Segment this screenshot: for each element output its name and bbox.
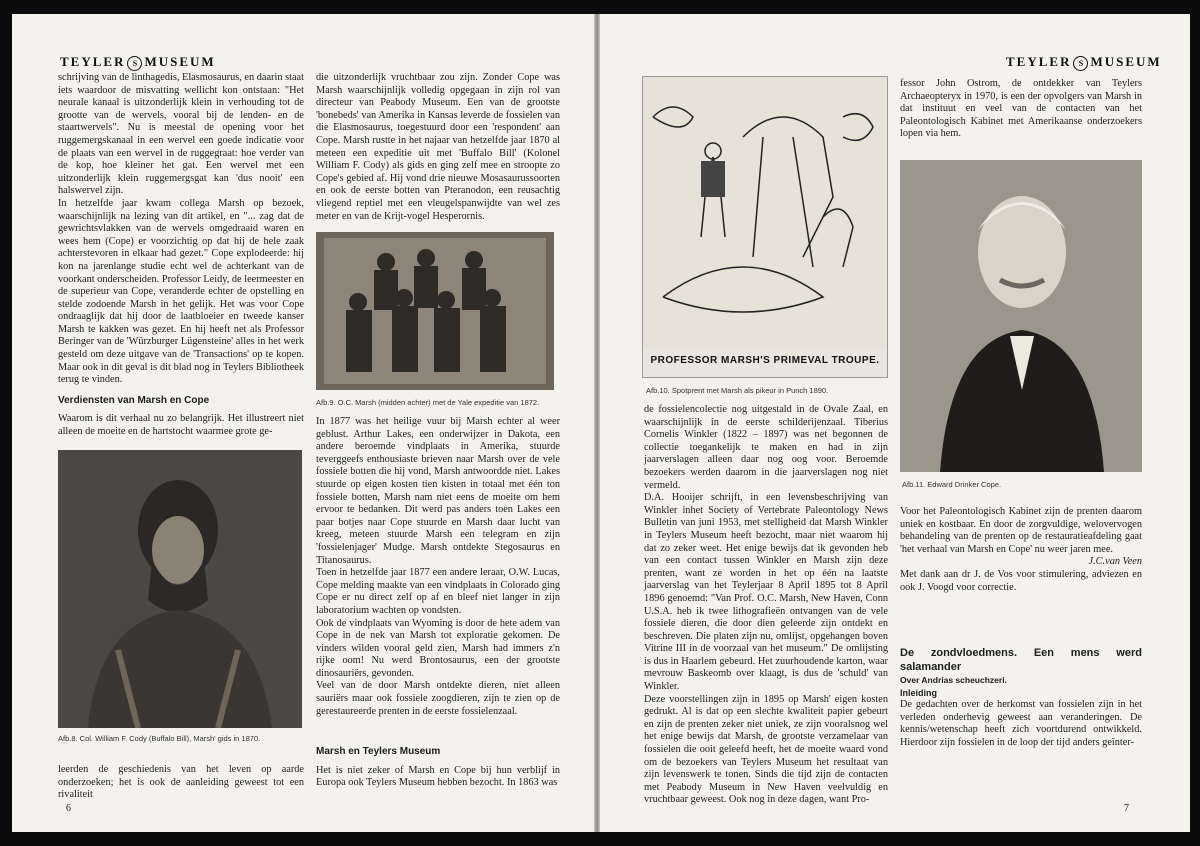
page-number-right: 7 [1124, 803, 1129, 814]
left-col-2-top [316, 72, 560, 223]
right-page [600, 14, 1190, 832]
caption-afb8: Afb.8. Col. William F. Cody (Buffalo Bill), Marsh' gids in 1870. [58, 734, 261, 743]
author-signature: J.C.van Veen [1088, 556, 1142, 568]
article-title: De zondvloedmens. Een mens werd salamander [900, 647, 1142, 673]
paragraph: Deze voorstellingen zijn in 1895 op Marsh' eigen kosten gedrukt. Al is dat op een slechte kwaliteit papier gebeurt en zijn de prenten zeker niet uniek, ze zijn vooralsnog wel het enige bewijs dat Marsh, de grootste verzamelaar van fossielen die ooit geleefd heeft, het de moeite waard vond om de bezoekers van Teylers Museum het resultaat van zijn levenswerk te tonen. Sinds die tijd zijn de contacten met Peabody Museum in New Haven veelvuldig en vruchtbaar geweest. Ook nog in deze dagen, want Pro- [644, 693, 888, 806]
section-heading: Verdiensten van Marsh en Cope [58, 394, 210, 406]
left-page [12, 14, 594, 832]
portrait-illustration [58, 450, 302, 728]
teylers-logo-icon: S [1073, 56, 1088, 71]
page-number-left: 6 [66, 803, 71, 814]
paragraph: schrijving van de linthagedis, Elasmosaurus, en daarin staat iets waardoor de misvatting wellicht kon ontstaan: "Het neurale kanaal is uitzonderlijk klein in verhouding tot de grootte van de wervels, vooral bij de lenden- en de staartwervels". Nu is meestal de opening voor het ruggemergskanaal in een wervel een goede indicatie voor de plaats van een wervel in de ruggegraat: hoe verder van de kop, hoe kleiner het gat. Een wervel met een uitzonderlijk klein ruggemergsgat kan 'dus nooit' een halswervel zijn. [58, 72, 304, 197]
left-col-2 [316, 416, 560, 718]
paragraph: de fossielencolectie nog uitgestald in de Ovale Zaal, en waarschijnlijk in de eerste schilderijenzaal. Tiberius Cornelis Winkler (1822 – 1897) was net begonnen de collectie toegankelijk te maken en had in zijn jaarverslagen alleen daar nog oog voor. Beroemde bezoekers werden daarom in die jaarverslagen nog niet vermeld. [644, 404, 888, 491]
paragraph: die uitzonderlijk vruchtbaar zou zijn. Zonder Cope was Marsh waarschijnlijk volledig opgegaan in zijn rol van directeur van Peabody Museum. Een van de grootste 'bonebeds' van Amerika in Kansas leverde de fossielen van die Elasmosaurus, toegestuurd door een 'respondent' aan Cope. Marsh rustte in het najaar van hetzelfde jaar 1870 al meteen een expeditie uit met 'Buffalo Bill' (Kolonel William F. Cody) als gids en ging zelf mee en stroopte zo Cope's gebied af. Hij vond drie nieuwe Mosasaurussoorten en ook de eerste botten van Pteranodon, een reusachtig vliegend reptiel met een vleugelspanwijdte van wel zes meter en van de Krijt-vogel Hesperornis. [316, 72, 560, 222]
caption-afb10: Afb.10. Spotprent met Marsh als pikeur in Punch 1890. [646, 386, 829, 395]
caption-afb9: Afb.9. O.C. Marsh (midden achter) met de Yale expeditie van 1872. [316, 398, 540, 407]
paragraph: De gedachten over de herkomst van fossielen zijn in het verleden onderhevig geweest aan veranderingen. De kennis/wetenschap heeft zich voortdurend ontwikkeld. Hierdoor zijn fossielen in de loop der tijd anders geïnter- [900, 699, 1142, 748]
paragraph: In 1877 was het heilige vuur bij Marsh echter al weer geblust. Arthur Lakes, een onderwijzer in Dakota, een andere beroemde vindplaats in Amerika, stuurde teverggeefs enthousiaste brieven naar Marsh over de vele fossiele botten die hij vond, Marsh antwoordde niet. Lakes stuurde op eigen kosten tien kisten in totaal met één ton fossiele botten, Marsh nam niet eens de moeite om hem ervoor te bedanken. Dit werd pas anders toen Lakes een paar botjes naar Cope stuurde en Marsh daar lucht van kreeg, meteen stuurde Marsh een telegram en zijn 'fossielenjager' Mudge. Marsh ontdekte Stegosaurus en Titanosaurus. [316, 416, 560, 566]
cartoon-marsh-troupe [642, 76, 888, 378]
left-col-1 [58, 72, 304, 439]
photo-cope [900, 160, 1142, 472]
paragraph: leerden de geschiedenis van het leven op aarde onderzoeken; het is ook de aanleiding geweest tot een rivaliteit [58, 764, 304, 801]
group-photo-illustration [316, 232, 554, 390]
left-col-2-bottom [316, 738, 560, 790]
paragraph: Waarom is dit verhaal nu zo belangrijk. Het illustreert niet alleen de moeite en de hartstocht waarmee grote ge- [58, 413, 304, 438]
paragraph: Toen in hetzelfde jaar 1877 een andere leraar, O.W. Lucas, Cope melding maakte van een vindplaats in Colorado ging Cope er nu direct zelf op af en bleef niet langer in zijn laboratorium wachten op vondsten. [316, 567, 560, 616]
paragraph: In hetzelfde jaar kwam collega Marsh op bezoek, waarschijnlijk na lezing van dit artikel, en "... zag dat de gewrichtsvlakken van de wervels omgedraaid waren en wees hem (Cope) er voorzichtig op dat hij de hele zaak achterstevoren in elkaar had gezet." Cope explodeerde: hij kon na jarenlange studie echt wel de achterkant van de voorkant onderscheiden. Professor Leidy, de leermeester en de superieur van Cope, veranderde echter de opstelling en stelde zodoende Marsh in het gelijk. Het was voor Cope ondraaglijk dat hij door de laatbloeier en tweede kanser Marsh te kakken was gezet. En hij heeft net als Professor Beringer van de 'Würzburger Lügensteine' alles in het werk gesteld om deze uitgave van de 'Transactions' op te kopen. Maar ook in dit geval is dit blad nog in Teylers Bibliotheek terug te vinden. [58, 197, 304, 386]
photo-yale-expedition [316, 232, 554, 390]
paragraph: Ook de vindplaats van Wyoming is door de hete adem van Cope in de nek van Marsh tot exploratie gekomen. De vinders wilden vooral geld zien, Marsh had immers z'n rijke oom! Nu werd Brontosaurus, een der grootste dinosauriërs, gevonden. [316, 617, 560, 679]
article-subtitle: Over Andrias scheuchzeri. [900, 675, 1007, 685]
paragraph: Het is niet zeker of Marsh en Cope bij hun verblijf in Europa ook Teylers Museum hebben bezocht. In 1863 was [316, 764, 560, 789]
section-heading: Marsh en Teylers Museum [316, 746, 441, 757]
right-col-2-top [900, 78, 1142, 141]
left-col-1-bottom [58, 764, 304, 802]
paragraph: D.A. Hooijer schrijft, in een levensbeschrijving van Winkler inhet Society of Vertebrate Paleontology News Bulletin van juni 1953, met stelligheid dat Marsh Winkler in Teylers Museum heeft bezocht, maar niet waarom hij dat zo zeker weet. Het enige bewijs dat ik gevonden heb van een contact tussen Winkler en Marsh zijn deze prenten, want ze worden in het op één na laatste jaarverslag van het Teylerjaar 8 April 1895 tot 8 April 1896 genoemd: "Van Prof. O.C. Marsh, New Haven, Conn U.S.A. heb ik twee lithografieën ontvangen van de vele fossiele dieren, die door dien geleerde zijn ontdekt en beschreven. Die platen zijn nu, omlijst, opgehangen boven Vitrine III in de voorzaal van het museum." De omlijsting is dus in Haarlem gebeurd. Het zuurhoudende karton, waar mevrouw Baskeomb over klaagt, is dus de 'schuld' van Winkler. [644, 492, 888, 693]
cartoon-illustration [643, 77, 887, 349]
teylers-logo-icon: S [127, 56, 142, 71]
photo-buffalo-bill [58, 450, 302, 728]
paragraph: Veel van de door Marsh ontdekte dieren, niet alleen sauriërs maar ook fossiele zoogdieren, zijn te zien op de gerestaureerde prenten in de eerste fossielenzaal. [316, 680, 560, 717]
paragraph: Voor het Paleontologisch Kabinet zijn de prenten daarom uniek en kostbaar. En door de zorgvuldige, welovervogen behandeling van de prenten op de restauratieafdeling gaat 'het verhaal van Marsh en Cope' nu weer jaren mee. [900, 506, 1142, 555]
right-col-1 [644, 404, 888, 807]
right-col-2 [900, 506, 1142, 594]
section-heading: Inleiding [900, 687, 937, 698]
right-col-2-article [900, 646, 1142, 750]
masthead-left: TEYLER S MUSEUM [60, 54, 216, 69]
masthead-right: TEYLER S MUSEUM [1006, 54, 1162, 69]
caption-afb11: Afb.11. Edward Drinker Cope. [902, 480, 1002, 489]
cartoon-title: PROFESSOR MARSH'S PRIMEVAL TROUPE. [650, 355, 880, 366]
cope-portrait-illustration [900, 160, 1142, 472]
paragraph: fessor John Ostrom, de ontdekker van Teylers Archaeopteryx in 1970, is een der opvolgers van Marsh in dat instituut en veel van de contacten van het Paleontologisch Kabinet met Amerikaanse onderzoekers lopen via hem. [900, 78, 1142, 140]
paragraph: Met dank aan dr J. de Vos voor stimulering, adviezen en ook J. Voogd voor correctie. [900, 568, 1142, 593]
